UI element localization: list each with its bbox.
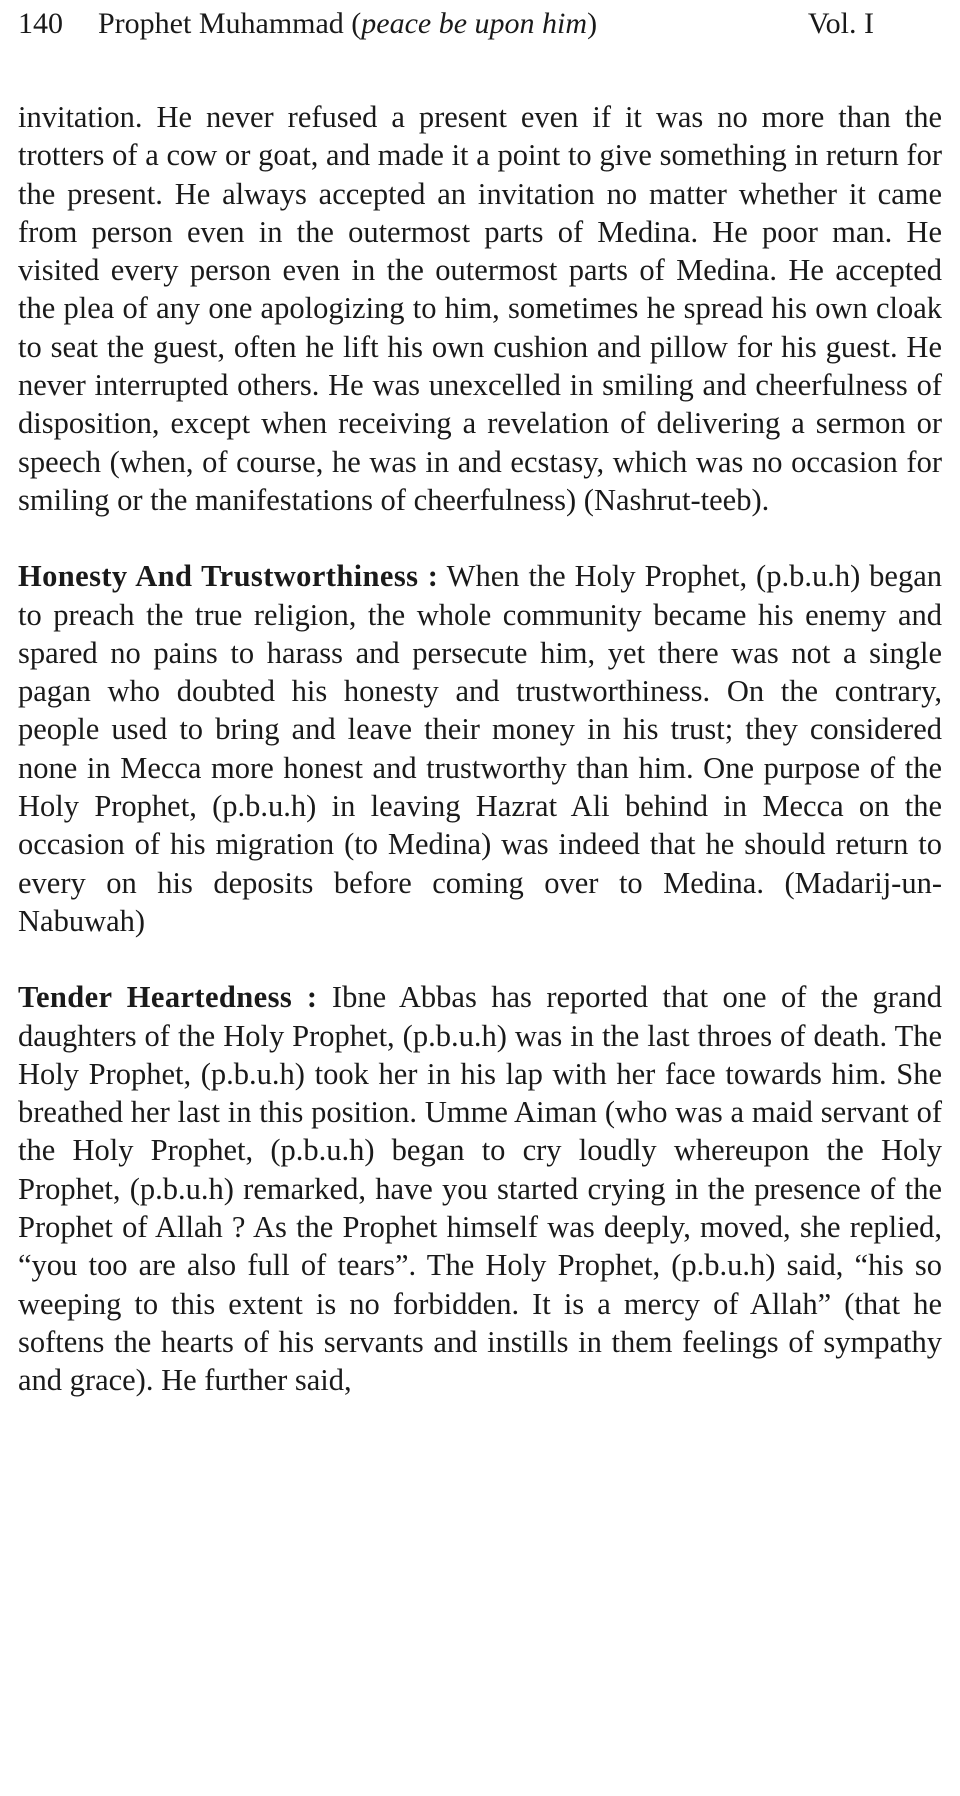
paragraph-tender-heartedness bbox=[18, 978, 942, 1399]
page-number: 140 bbox=[18, 7, 63, 40]
paragraph-continuation bbox=[18, 98, 942, 519]
section-heading-honesty: Honesty And Trustworthiness : bbox=[18, 559, 439, 594]
book-title-main: Prophet Muhammad ( bbox=[98, 7, 362, 40]
book-title bbox=[98, 6, 597, 42]
paragraph-text: invitation. He never refused a present even if it was no more than the trotters of a cow or goat, and made it a point to give something in return for the present. He always accepted an invitation no matter whether it came from person even in the outermost parts of Medina. He poor man. He visited every person even in the outermost parts of Medina. He accepted the plea of any one apologizing to him, sometimes he spread his own cloak to seat the guest, often he lift his own cushion and pillow for his guest. He never interrupted others. He was unexcelled in smiling and cheerfulness of disposition, except when receiving a revelation of delivering a sermon or speech (when, of course, he was in and ecstasy, which was no occasion for smiling or the manifestations of cheerfulness) (Nashrut-teeb). bbox=[18, 100, 942, 517]
paragraph-text: Ibne Abbas has reported that one of the grand daughters of the Holy Prophet, (p.b.u.h) was in the last throes of death. The Holy Prophet, (p.b.u.h) took her in his lap with her face towards him. She breathed her last in this position. Umme Aiman (who was a maid servant of the Holy Prophet, (p.b.u.h) began to cry loudly whereupon the Holy Prophet, (p.b.u.h) remarked, have you started crying in the presence of the Prophet of Allah ? As the Prophet himself was deeply, moved, she replied, “you too are also full of tears”. The Holy Prophet, (p.b.u.h) said, “his so weeping to this extent is no forbidden. It is a mercy of Allah” (that he softens the hearts of his servants and instills in them feelings of sympathy and grace). He further said, bbox=[18, 980, 942, 1398]
section-heading-tender-heartedness: Tender Heartedness : bbox=[18, 980, 318, 1015]
volume-label: Vol. I bbox=[807, 7, 874, 40]
book-title-italic: peace be upon him bbox=[361, 7, 588, 40]
paragraph-text: When the Holy Prophet, (p.b.u.h) began to preach the true religion, the whole community became his enemy and spared no pains to harass and persecute him, yet there was not a single pagan who doubted his honesty and trustworthiness. On the contrary, people used to bring and leave their money in his trust; they considered none in Mecca more honest and trustworthy than him. One purpose of the Holy Prophet, (p.b.u.h) in leaving Hazrat Ali behind in Mecca on the occasion of his migration (to Medina) was indeed that he should return to every on his deposits before coming over to Medina. (Madarij-un-Nabuwah) bbox=[18, 559, 942, 938]
body-text bbox=[18, 98, 942, 1400]
book-page bbox=[18, 6, 942, 1400]
running-header bbox=[18, 6, 942, 42]
book-title-close: ) bbox=[587, 7, 598, 40]
paragraph-honesty bbox=[18, 557, 942, 940]
